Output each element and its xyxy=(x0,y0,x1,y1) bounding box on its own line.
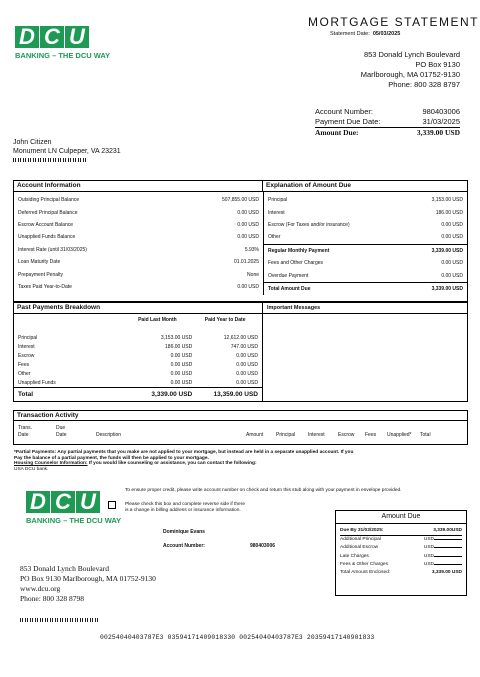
account-number-row xyxy=(315,107,460,117)
explanation-row xyxy=(264,194,467,206)
row-value: 0.00 USD xyxy=(441,234,463,241)
row-value: 0.00 USD xyxy=(170,361,193,368)
row-label: Fees and Other Charges xyxy=(268,260,324,267)
account-info-row xyxy=(14,194,263,206)
row-value: 0.00 USD xyxy=(170,352,193,359)
past-payment-total xyxy=(14,387,262,400)
row-value: 0.00 USD xyxy=(237,221,259,228)
line-currency: USD xyxy=(423,553,434,559)
stub-website: www.dcu.org xyxy=(20,584,61,593)
due-by-value: 3,339.00USD xyxy=(433,528,462,533)
lender-address-line: Marlborough, MA 01752-9130 xyxy=(360,70,460,79)
account-info-row xyxy=(14,281,263,293)
additional-escrow-input[interactable] xyxy=(434,547,462,548)
logo-letter-c: C xyxy=(40,26,64,48)
due-by-label: Due By 31/03/2025: xyxy=(340,528,384,533)
row-label: Unapplied Funds xyxy=(18,379,56,386)
row-value: 01.01.2025 xyxy=(233,259,259,266)
row-label: Unapplied Funds Balance xyxy=(18,234,76,241)
logo-letter-d: D xyxy=(26,491,50,513)
total-enclosed-value: 3,339.00 USD xyxy=(431,570,462,576)
logo-tagline: BANKING – THE DCU WAY xyxy=(15,51,111,60)
col-due-date: Date xyxy=(56,432,67,438)
statement-notes xyxy=(14,450,469,472)
housing-counselor-text: If you would like counseling or assistance, you can contact the following: xyxy=(87,461,257,467)
lender-address-line: PO Box 9130 xyxy=(415,60,460,69)
row-label: Taxes Paid Year-to-Date xyxy=(18,283,72,290)
col-trans: Trans. xyxy=(18,425,32,431)
total-enclosed-row xyxy=(340,569,462,577)
row-label: Loan Maturity Date xyxy=(18,259,61,266)
postal-barcode xyxy=(13,158,88,162)
due-date-row xyxy=(315,117,460,127)
row-label: Escrow xyxy=(18,352,35,359)
logo-letter-u: U xyxy=(76,491,100,513)
account-number-value: 980403006 xyxy=(422,107,460,116)
explanation-row xyxy=(264,269,467,282)
col-fees: Fees xyxy=(365,432,377,438)
explanation-row xyxy=(264,257,467,269)
late-charges-input[interactable] xyxy=(434,556,462,557)
logo-letter-u: U xyxy=(65,26,89,48)
account-info-row xyxy=(14,244,263,256)
logo-tagline: BANKING – THE DCU WAY xyxy=(26,516,122,525)
stub-amount-due-header: Amount Due xyxy=(336,511,466,524)
row-label: Outsiding Principal Balance xyxy=(18,197,80,204)
row-value: 0.00 USD xyxy=(237,209,259,216)
col-total: Total xyxy=(420,432,431,438)
row-value: 0.00 USD xyxy=(237,234,259,241)
row-label: Principal xyxy=(268,197,288,204)
row-label: Other xyxy=(268,234,281,241)
col-description: Description xyxy=(96,432,122,438)
lender-address-line: 853 Donald Lynch Boulevard xyxy=(363,50,460,59)
row-value: 186.00 USD xyxy=(435,209,463,216)
col-principal: Principal xyxy=(276,432,296,438)
account-info-row xyxy=(14,231,263,243)
dcu-logo-stub xyxy=(26,489,122,529)
amount-due-value: 3,339.00 USD xyxy=(416,128,460,137)
row-label: Fees xyxy=(18,361,30,368)
row-value: None xyxy=(247,271,259,278)
micr-line: 00254040403787E3 03594171409018330 00254040403787E3 20359417140901833 xyxy=(100,634,375,641)
row-value: 3,339.00 USD xyxy=(431,285,463,292)
borrower-block xyxy=(13,138,121,162)
row-value: 3,339.00 USD xyxy=(151,390,193,398)
dcu-logo xyxy=(15,24,111,64)
bank-name-note: USA DCU bank. xyxy=(14,466,49,472)
explanation-row xyxy=(264,219,467,231)
row-label: Interest xyxy=(268,209,285,216)
row-value: 747.00 USD xyxy=(230,343,258,350)
row-label: Principal xyxy=(18,334,38,341)
stub-account-value: 980403006 xyxy=(250,543,276,549)
due-date-value: 31/03/2025 xyxy=(422,117,460,126)
account-summary xyxy=(315,107,460,138)
account-info-row xyxy=(14,219,263,231)
row-value: 5.93% xyxy=(244,246,259,253)
past-payment-row xyxy=(14,351,262,360)
line-label: Fees & Other Charges xyxy=(340,561,388,567)
account-number-label: Account Number: xyxy=(315,107,373,116)
address-change-line: is a change in billing address or insurance information. xyxy=(125,508,241,513)
row-value: 3,153.00 USD xyxy=(431,197,463,204)
borrower-address: Monument LN Culpeper, VA 23231 xyxy=(13,148,121,155)
stub-account-label: Account Number: xyxy=(163,543,205,549)
transaction-col-headers xyxy=(14,421,467,439)
past-payment-row xyxy=(14,378,262,387)
col-paid-ytd: Paid Year to Date xyxy=(204,317,246,323)
lender-address xyxy=(361,50,460,90)
row-value: 12,612.00 USD xyxy=(223,334,258,341)
line-label: Additional Escrow xyxy=(340,545,379,551)
row-label: Interest xyxy=(18,343,35,350)
logo-letter-d: D xyxy=(15,26,39,48)
housing-counselor-label: Housing Counselor Information: xyxy=(14,461,88,467)
fees-charges-row xyxy=(340,561,462,569)
col-due: Due xyxy=(56,425,66,431)
row-value: 186.00 USD xyxy=(165,343,193,350)
logo-letter-c: C xyxy=(51,491,75,513)
row-label: Escrow Account Balance xyxy=(18,221,74,228)
explanation-row xyxy=(264,283,467,295)
row-value: 0.00 USD xyxy=(441,272,463,279)
past-payments-header: Past Payments Breakdown xyxy=(14,303,263,313)
stub-payee: Dominique Evans xyxy=(163,529,205,535)
stub-postal-barcode xyxy=(20,618,100,622)
stub-address xyxy=(20,564,156,604)
row-value: 507,855.00 USD xyxy=(222,197,259,204)
col-paid-last-month: Paid Last Month xyxy=(138,317,177,323)
row-label: Total Amount Due xyxy=(268,285,311,292)
row-value: 0.00 USD xyxy=(170,379,193,386)
row-value: 0.00 USD xyxy=(236,352,258,359)
row-label: Prepayment Penalty xyxy=(18,271,64,278)
row-value: 0.00 USD xyxy=(236,370,258,377)
fees-charges-input[interactable] xyxy=(434,564,462,565)
stub-amount-due-box xyxy=(335,510,467,596)
account-info-row xyxy=(14,206,263,218)
amount-due-label: Amount Due: xyxy=(315,128,359,137)
transaction-activity-panel xyxy=(13,410,468,445)
account-info-list xyxy=(14,192,264,295)
col-unapplied: Unapplied* xyxy=(387,432,412,438)
partial-payments-note: *Partial Payments: Any partial payments that you make are not applied to your mortgage, but instead are held in a separate unapplied account. If you xyxy=(14,450,354,455)
row-label: Regular Monthly Payment xyxy=(268,247,330,254)
additional-escrow-row xyxy=(340,544,462,552)
account-info-row xyxy=(14,256,263,268)
row-value: 0.00 USD xyxy=(237,283,259,290)
statement-date-value: 05/03/2025 xyxy=(372,31,401,37)
borrower-name: John Citizen xyxy=(13,139,52,146)
additional-principal-input[interactable] xyxy=(434,539,462,540)
amount-explanation-header: Explanation of Amount Due xyxy=(266,182,351,189)
stub-address-line: PO Box 9130 Marlborough, MA 01752-9130 xyxy=(20,574,156,583)
col-amount: Amount xyxy=(246,432,264,438)
late-charges-row xyxy=(340,553,462,561)
explanation-row xyxy=(264,206,467,218)
past-payment-row xyxy=(14,369,262,378)
row-label: Other xyxy=(18,370,31,377)
partial-payments-note-2: Pay the balance of a partial payment, the funds will then be applied to your mortgage. xyxy=(14,455,209,461)
stub-instructions: To ensure proper credit, please write account number on check and return this stub along with your payment in envelope provided. xyxy=(125,488,402,493)
row-label: Overdue Payment xyxy=(268,272,309,279)
row-value: 0.00 USD xyxy=(441,221,463,228)
row-value: 0.00 USD xyxy=(236,379,258,386)
account-info-panel xyxy=(13,180,468,302)
explanation-row xyxy=(264,245,467,257)
statement-title: MORTGAGE STATEMENT xyxy=(308,15,480,29)
address-change-checkbox[interactable] xyxy=(108,501,116,509)
row-value: 0.00 USD xyxy=(441,260,463,267)
statement-date-label: Statement Date: xyxy=(330,31,370,37)
row-value: 0.00 USD xyxy=(170,370,193,377)
row-label: Deferred Principal Balance xyxy=(18,209,78,216)
col-trans-date: Date xyxy=(18,432,29,438)
stub-phone: Phone: 800 328 8798 xyxy=(20,594,84,603)
past-payment-row xyxy=(14,342,262,351)
lender-phone: Phone: 800 328 8797 xyxy=(388,80,460,89)
due-by-row xyxy=(340,527,462,536)
additional-principal-row xyxy=(340,536,462,544)
past-payments-table xyxy=(14,314,263,402)
explanation-row xyxy=(264,231,467,244)
past-payment-row xyxy=(14,360,262,369)
line-label: Late Charges xyxy=(340,553,369,559)
col-interest: Interest xyxy=(308,432,325,438)
row-label: Total xyxy=(18,390,34,398)
row-value: 3,153.00 USD xyxy=(160,334,193,341)
row-value: 3,339.00 USD xyxy=(431,247,463,254)
transaction-header: Transaction Activity xyxy=(14,411,467,421)
amount-explanation-list xyxy=(264,192,467,295)
row-value: 13,359.00 USD xyxy=(213,390,258,398)
total-enclosed-label: Total Amount Enclosed: xyxy=(340,570,391,576)
line-currency: USD xyxy=(423,561,434,567)
stub-address-line: 853 Donald Lynch Boulevard xyxy=(20,564,109,573)
line-currency: USD xyxy=(423,537,434,543)
line-label: Additional Principal xyxy=(340,537,381,543)
statement-date xyxy=(330,31,400,37)
col-escrow: Escrow xyxy=(338,432,355,438)
row-label: Interest Rate (until 31/03/2025) xyxy=(18,246,87,253)
past-payments-panel xyxy=(13,302,468,402)
row-value: 0.00 USD xyxy=(236,361,258,368)
account-info-header: Account Information xyxy=(14,181,263,191)
panel-header-row xyxy=(14,181,467,192)
account-info-row xyxy=(14,268,263,280)
past-payment-row xyxy=(14,333,262,342)
due-date-label: Payment Due Date: xyxy=(315,117,381,126)
amount-due-row xyxy=(315,127,460,138)
messages-header: Important Messages xyxy=(267,305,321,311)
line-currency: USD xyxy=(423,545,434,551)
address-change-text xyxy=(125,502,245,514)
past-payments-col-headers xyxy=(14,314,262,326)
address-change-line: Please check this box and complete reverse side if there xyxy=(125,502,245,507)
row-label: Escrow (For Taxes and/or insurance) xyxy=(268,221,350,228)
